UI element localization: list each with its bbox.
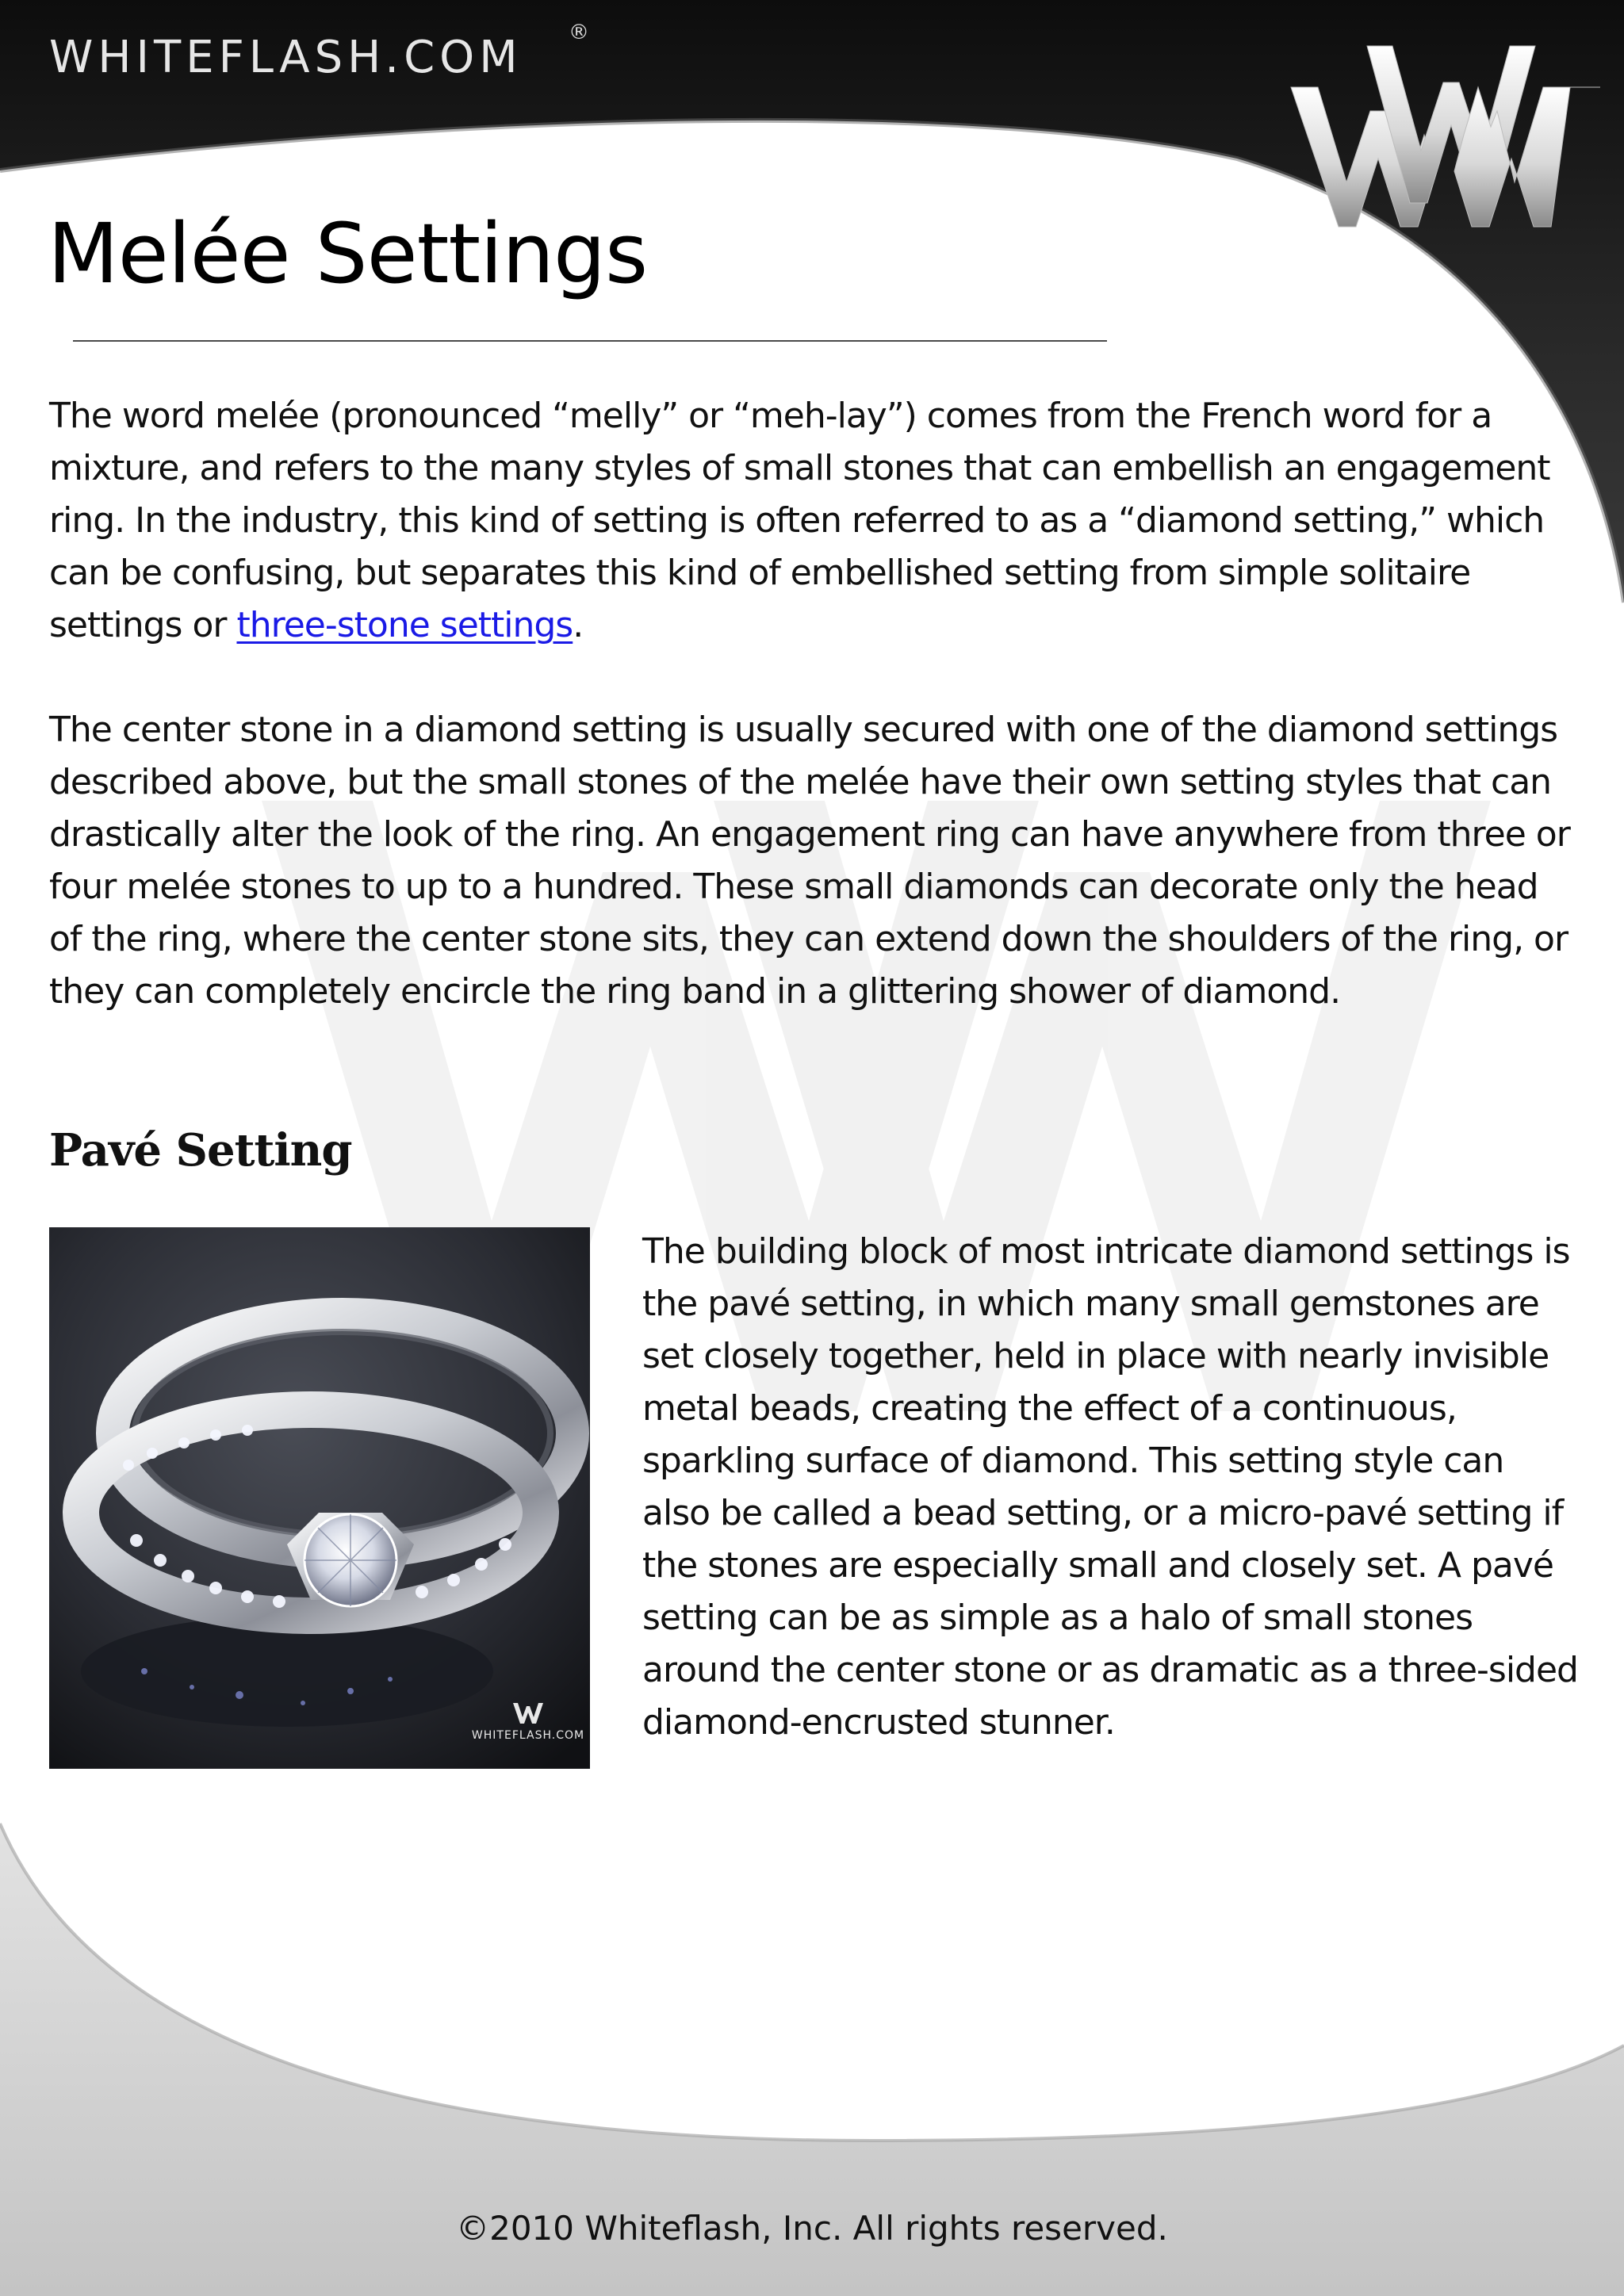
photo-watermark-text: WHITEFLASH.COM xyxy=(471,1729,585,1742)
registered-mark: ® xyxy=(569,21,589,44)
intro-paragraph-2: The center stone in a diamond setting is usually secured with one of the diamond settings described above, but the small stones of the melée have their own setting styles that can drastically alter the look of the ring. An engagement ring can have anywhere from three or four melée stones to up to a hundred. These small diamonds can decorate only the head of the ring, where the center stone sits, they can extend down the shoulders of the ring, or they can completely encircle the ring band in a glittering shower of diamond. xyxy=(49,710,1570,1012)
pave-section-heading: Pavé Setting xyxy=(49,1124,352,1177)
intro-paragraph-1-text: The word melée (pronounced “melly” or “meh-lay”) comes from the French word for a mixture, and refers to the many styles of small stones that can embellish an engagement ring. In the industry, this kind of setting is often referred to as a “diamond setting,” which can be confusing, but separates this kind of embellished setting from simple solitaire settings or xyxy=(49,396,1550,645)
pave-paragraph: The building block of most intricate diamond settings is the pavé setting, in which many small gemstones are set closely together, held in place with nearly invisible metal beads, creating the effect of a continuous, sparkling surface of diamond. This setting style can also be called a bead setting, or a micro-pavé setting if the stones are especially small and closely set. A pavé setting can be as simple as a halo of small stones around the center stone or as dramatic as a three-sided diamond-encrusted stunner. xyxy=(642,1231,1578,1743)
page-title: Melée Settings xyxy=(48,205,648,302)
pave-ring-photo xyxy=(49,1227,590,1769)
title-divider xyxy=(73,340,1107,342)
footer-copyright: ©2010 Whiteflash, Inc. All rights reserved. xyxy=(456,2209,1168,2248)
brand-wordmark: WHITEFLASH.COM xyxy=(49,32,523,83)
whiteflash-www-logo-icon xyxy=(1285,32,1605,230)
intro-paragraph-1 xyxy=(49,390,1572,652)
intro-paragraph-1-end: . xyxy=(573,605,584,645)
three-stone-settings-link[interactable]: three-stone settings xyxy=(236,605,573,645)
